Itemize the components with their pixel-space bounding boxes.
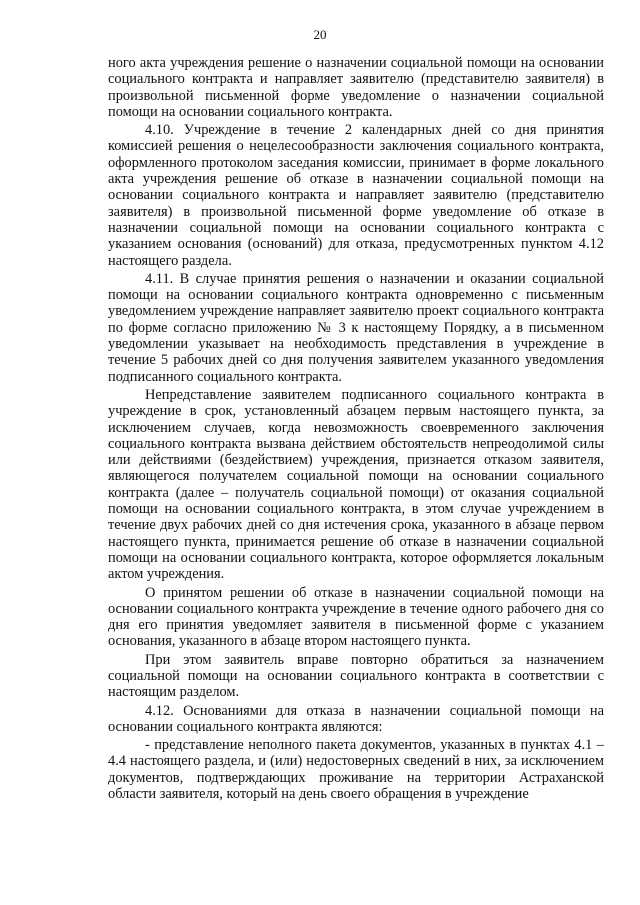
paragraph-non-submission: Непредставление заявителем подписанного социального контракта в учреждение в срок, установленный абзацем первым настоящего пункта, за исключением случаев, когда невозможность своевременного заключения социального контракта вызвана действием обстоятельств непреодолимой силы или действиями (бездействием) учреждения, признается отказом заявителя, являющегося получателем социальной помощи на основании социального контракта (далее – получатель социальной помощи) от оказания социальной помощи на основании социального контракта, в этом случае учреждением в течение двух рабочих дней со дня истечения срока, указанного в абзаце первом настоящего пункта, принимается решение об отказе в назначении социальной помощи на основании социального контракта, которое оформляется локальным актом учреждения. [108,386,604,583]
paragraph-4-12: 4.12. Основаниями для отказа в назначении социальной помощи на основании социального контракта являются: [108,702,604,735]
document-body [108,55,604,804]
page-number: 20 [313,27,327,42]
paragraph-continuation: ного акта учреждения решение о назначении социальной помощи на основании социального контракта и направляет заявителю (представителю заявителя) в произвольной письменной форме уведомление о назначении социальной помощи на основании социального контракта. [108,55,604,120]
paragraph-4-11: 4.11. В случае принятия решения о назначении и оказании социальной помощи на основании социального контракта одновременно с письменным уведомлением учреждение направляет заявителю проект социального контракта по форме согласно приложению № 3 к настоящему Порядку, а в письменном уведомлении указывает на необходимость представления в учреждение в течение 5 рабочих дней со дня получения заявителем указанного уведомления подписанного социального контракта. [108,270,604,385]
paragraph-4-10: 4.10. Учреждение в течение 2 календарных дней со дня принятия комиссией решения о нецелесообразности заключения социального контракта, оформленного протоколом заседания комиссии, принимает в форме локального акта учреждения решение об отказе в назначении социальной помощи на основании социального контракта и направляет заявителю (представителю заявителя) в произвольной письменной форме уведомление об отказе в назначении социальной помощи на основании социального контракта с указанием основания (оснований) для отказа, предусмотренных пунктом 4.12 настоящего раздела. [108,122,604,269]
paragraph-reapply: При этом заявитель вправе повторно обратиться за назначением социальной помощи на основании социального контракта в соответствии с настоящим разделом. [108,651,604,701]
paragraph-refusal-ground-1: - представление неполного пакета документов, указанных в пунктах 4.1 – 4.4 настоящего раздела, и (или) недостоверных сведений в них, за исключением документов, подтверждающих проживание на территории Астраханской области заявителя, который на день своего обращения в учреждение [108,737,604,803]
paragraph-refusal-notice: О принятом решении об отказе в назначении социальной помощи на основании социального контракта учреждение в течение одного рабочего дня со дня его принятия уведомляет заявителя в письменной форме с указанием основания, указанного в абзаце втором настоящего пункта. [108,584,604,650]
